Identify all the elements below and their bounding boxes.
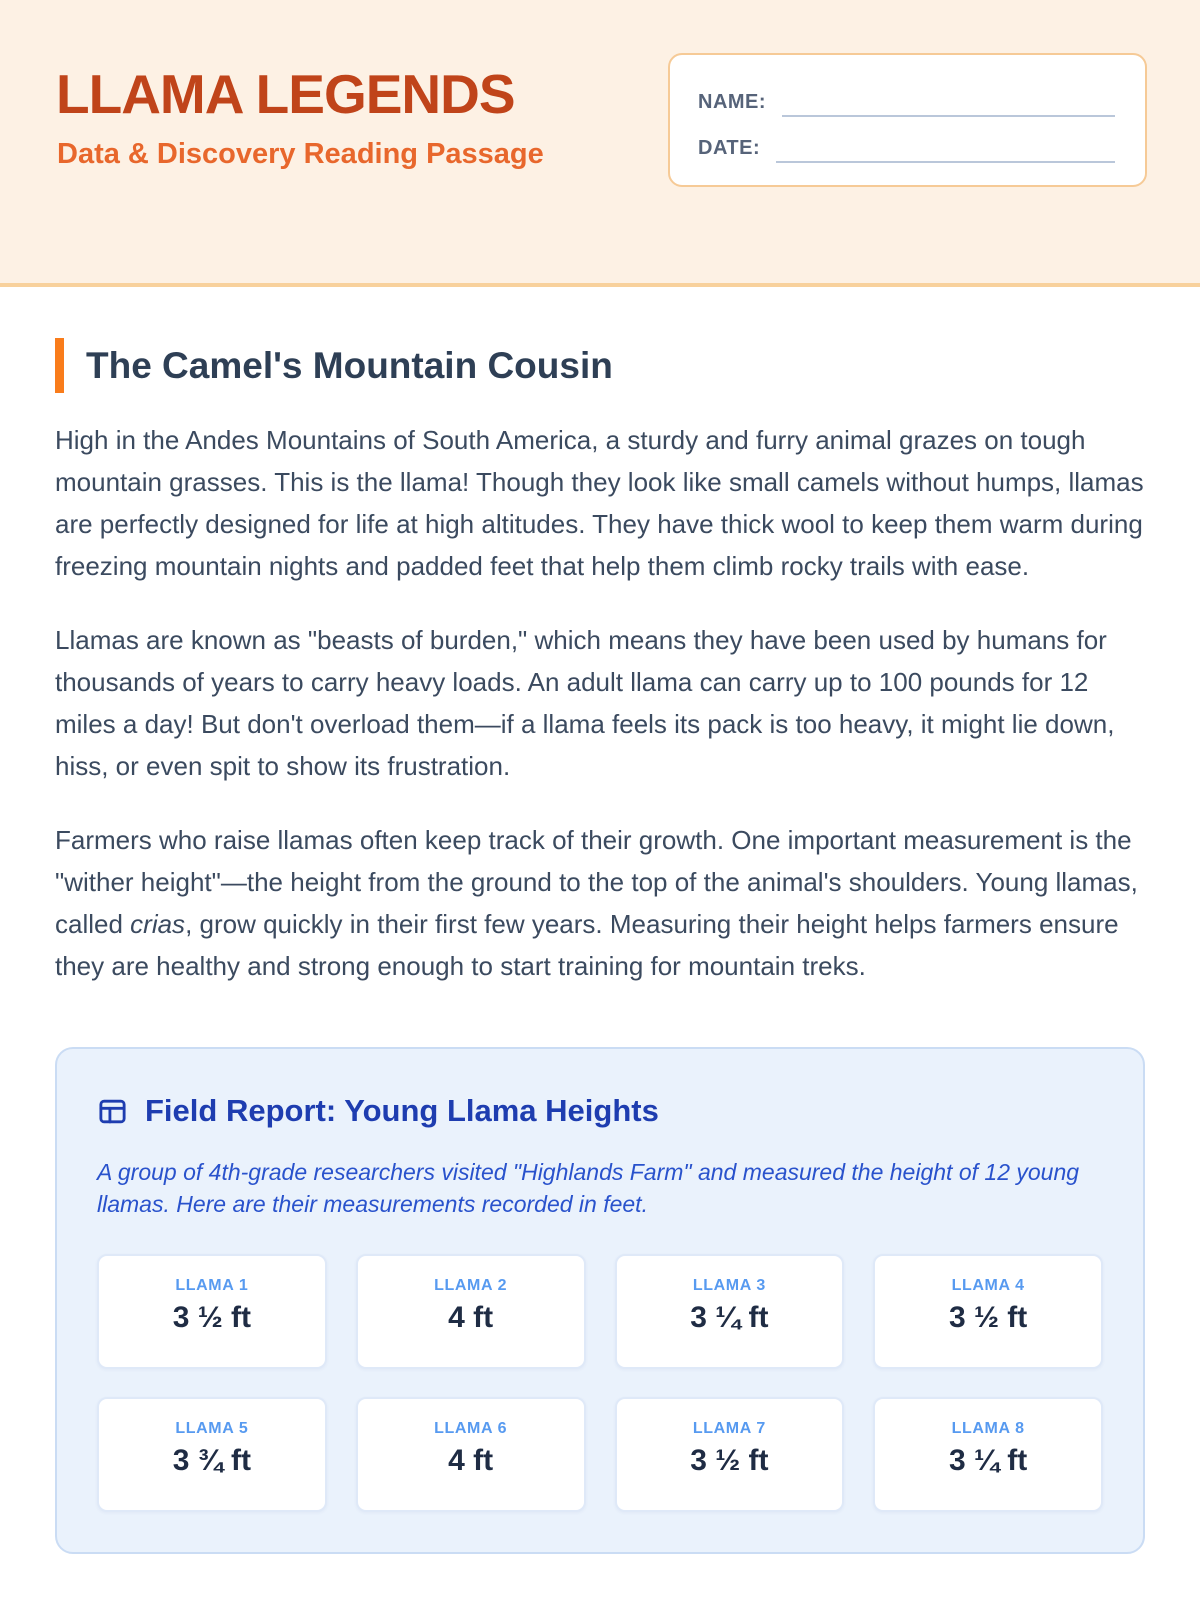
name-date-box: [668, 53, 1147, 187]
llama-card-height: 4 ft: [448, 1444, 494, 1477]
llama-card-height: 3 ½ ft: [172, 1301, 252, 1334]
page-subtitle: Data & Discovery Reading Passage: [57, 138, 544, 170]
field-report-title-row: [97, 1093, 1103, 1129]
reading-passage: [55, 419, 1145, 987]
passage-text-run: High in the Andes Mountains of South America, a sturdy and furry animal grazes on tough mountain grasses. This is the llama! Though they look like small camels without humps, llamas are perfectly designed for life at high altitudes. They have thick wool to keep them warm during freezing mountain nights and padded feet that help them climb rocky trails with ease.: [55, 425, 1144, 581]
passage-paragraph: [55, 819, 1145, 987]
article-heading: The Camel's Mountain Cousin: [55, 338, 1145, 393]
llama-measurements-grid: [97, 1254, 1103, 1512]
date-input-line[interactable]: [776, 135, 1115, 163]
llama-card-label: LLAMA 7: [692, 1420, 766, 1437]
table-icon: [97, 1096, 128, 1127]
page-content: [0, 338, 1200, 1554]
name-label: NAME:: [698, 91, 767, 113]
llama-card: [615, 1254, 845, 1369]
field-report-title: Field Report: Young Llama Heights: [145, 1093, 659, 1128]
field-report-box: [55, 1047, 1145, 1554]
field-report-description: A group of 4th-grade researchers visited "Highlands Farm" and measured the height of 12 young llamas. Here are their measurements recorded in feet.: [97, 1159, 1080, 1217]
llama-card: [615, 1397, 845, 1512]
llama-card: [97, 1254, 327, 1369]
llama-card-label: LLAMA 3: [692, 1277, 766, 1294]
worksheet-header: [0, 0, 1200, 287]
llama-card-label: LLAMA 8: [951, 1420, 1025, 1437]
llama-card-height: 3 ½ ft: [948, 1301, 1028, 1334]
llama-card: [356, 1397, 586, 1512]
date-row: [698, 127, 1115, 163]
llama-card-label: LLAMA 5: [175, 1420, 249, 1437]
date-label: DATE:: [698, 137, 761, 159]
llama-card-height: 3 ¼ ft: [690, 1301, 769, 1334]
passage-text-run: , grow quickly in their first few years. Measuring their height helps farmers ensure they are healthy and strong enough to start training for mountain treks.: [55, 909, 1119, 981]
passage-paragraph: [55, 619, 1145, 787]
llama-card-label: LLAMA 2: [434, 1277, 508, 1294]
name-input-line[interactable]: [782, 89, 1115, 117]
passage-text-run: Farmers who raise llamas often keep track of their growth. One important measurement is the "wither height"—the height from the ground to the top of the animal's shoulders. Young llamas, called: [55, 825, 1138, 939]
llama-card: [356, 1254, 586, 1369]
llama-card-height: 3 ¾ ft: [172, 1444, 252, 1477]
llama-card: [873, 1254, 1103, 1369]
passage-paragraph: [55, 419, 1145, 587]
llama-card: [97, 1397, 327, 1512]
llama-card: [873, 1397, 1103, 1512]
name-row: [698, 81, 1115, 117]
llama-card-height: 3 ¼ ft: [948, 1444, 1028, 1477]
llama-card-label: LLAMA 6: [434, 1420, 508, 1437]
passage-italic-term: crias: [130, 909, 186, 939]
passage-text-run: Llamas are known as "beasts of burden," which means they have been used by humans for thousands of years to carry heavy loads. An adult llama can carry up to 100 pounds for 12 miles a day! But don't overload them—if a llama feels its pack is too heavy, it might lie down, hiss, or even spit to show its frustration.: [55, 625, 1115, 781]
llama-card-height: 4 ft: [448, 1301, 494, 1334]
llama-card-label: LLAMA 4: [951, 1277, 1025, 1294]
llama-card-label: LLAMA 1: [175, 1277, 249, 1294]
page-title: LLAMA LEGENDS: [56, 63, 515, 125]
llama-card-height: 3 ½ ft: [690, 1444, 769, 1477]
